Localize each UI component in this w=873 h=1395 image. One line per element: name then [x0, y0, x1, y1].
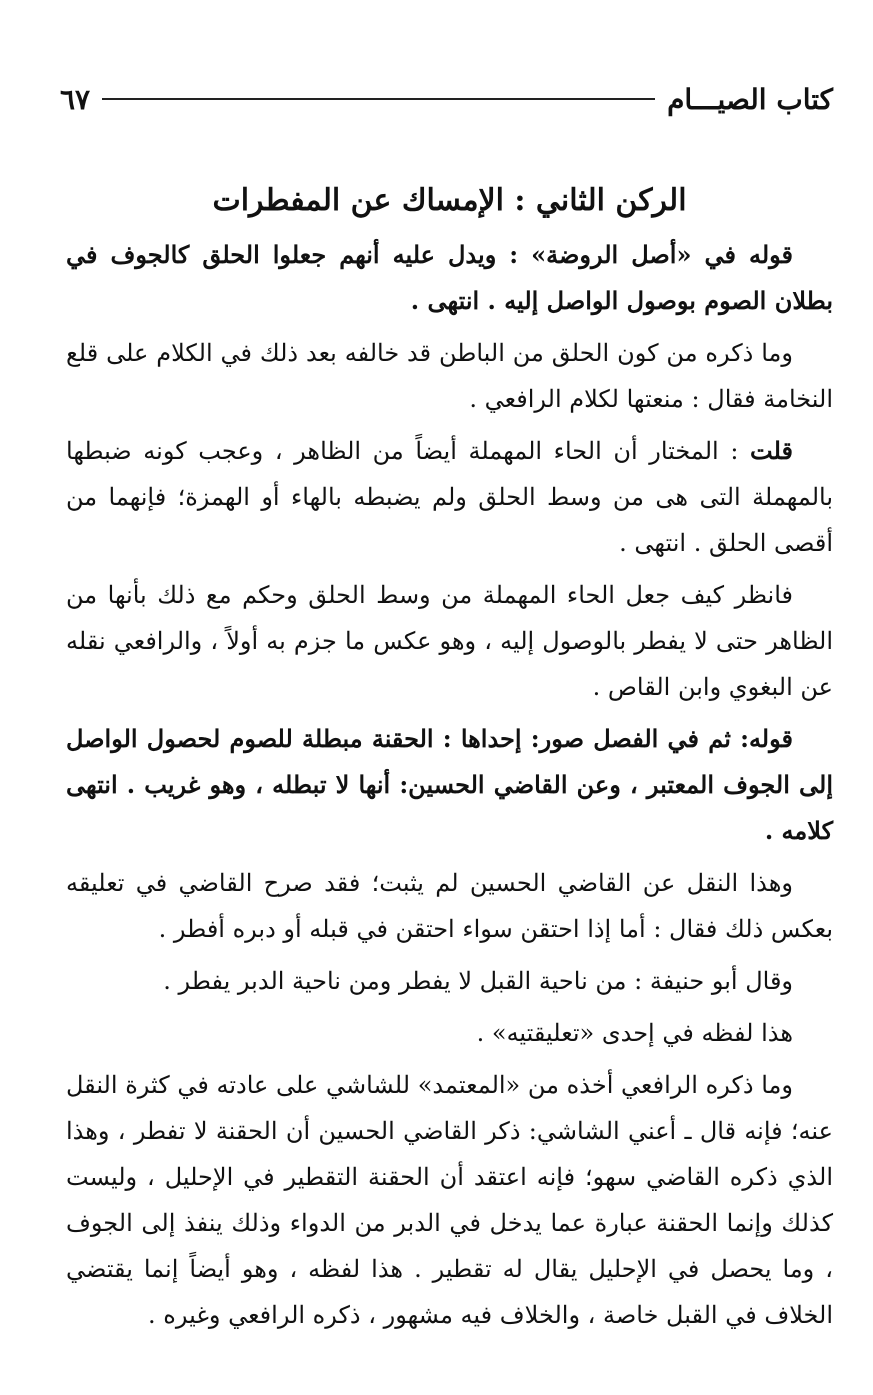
- page-number: ٦٧: [60, 82, 91, 116]
- paragraph-text: : المختار أن الحاء المهملة أيضاً من الظاهر ، وعجب كونه ضبطها بالمهملة التى هى من وسط الحلق ولم يضبطه بالهاء أو الهمزة؛ فإنهما من أقصى الحلق . انتهى .: [66, 437, 833, 557]
- paragraph-2: [66, 330, 833, 422]
- paragraph-text: فانظر كيف جعل الحاء المهملة من وسط الحلق وحكم مع ذلك بأنها من الظاهر حتى لا يفطر بالوصول إليه ، وهو عكس ما جزم به أولاً ، والرافعي نقله عن البغوي وابن القاص .: [66, 581, 833, 701]
- paragraph-7: [66, 958, 833, 1004]
- page-header: [60, 74, 833, 124]
- paragraph-5: [66, 716, 833, 854]
- header-rule: [102, 98, 655, 100]
- paragraph-9: [66, 1062, 833, 1338]
- section-heading: الركن الثاني : الإمساك عن المفطرات: [212, 183, 687, 218]
- running-title: كتاب الصيـــام: [667, 82, 833, 116]
- paragraph-4: [66, 572, 833, 710]
- paragraph-text: وقال أبو حنيفة : من ناحية القبل لا يفطر ومن ناحية الدبر يفطر .: [163, 967, 793, 995]
- paragraph-text: قوله في «أصل الروضة» : ويدل عليه أنهم جعلوا الحلق كالجوف في بطلان الصوم بوصول الواصل إليه . انتهى .: [66, 240, 833, 315]
- paragraph-8: [66, 1010, 833, 1056]
- paragraph-1: [66, 232, 833, 324]
- paragraph-text: وما ذكره الرافعي أخذه من «المعتمد» للشاشي على عادته في كثرة النقل عنه؛ فإنه قال ـ أعني الشاشي: ذكر القاضي الحسين أن الحقنة لا تفطر ، وهذا الذي ذكره القاضي سهو؛ فإنه اعتقد أن الحقنة التقطير في الإحليل ، وليست كذلك وإنما الحقنة عبارة عما يدخل في الدبر من الدواء وذلك ينفذ إلى الجوف ، وما يحصل في الإحليل يقال له تقطير . هذا لفظه ، وهو أيضاً إنما يقتضي الخلاف في القبل خاصة ، والخلاف فيه مشهور ، ذكره الرافعي وغيره .: [66, 1071, 833, 1329]
- paragraph-lead: قلت: [750, 436, 793, 465]
- paragraph-6: [66, 860, 833, 952]
- paragraph-text: قوله: ثم في الفصل صور: إحداها : الحقنة مبطلة للصوم لحصول الواصل إلى الجوف المعتبر ، وعن القاضي الحسين: أنها لا تبطله ، وهو غريب . انتهى كلامه .: [66, 724, 833, 845]
- page-body: [66, 176, 833, 1344]
- paragraph-text: هذا لفظه في إحدى «تعليقتيه» .: [476, 1019, 793, 1047]
- paragraph-text: وهذا النقل عن القاضي الحسين لم يثبت؛ فقد صرح القاضي في تعليقه بعكس ذلك فقال : أما إذا احتقن سواء احتقن في قبله أو دبره أفطر .: [66, 869, 833, 943]
- paragraph-text: وما ذكره من كون الحلق من الباطن قد خالفه بعد ذلك في الكلام على قلع النخامة فقال : منعتها لكلام الرافعي .: [66, 339, 833, 413]
- paragraph-3: [66, 428, 833, 566]
